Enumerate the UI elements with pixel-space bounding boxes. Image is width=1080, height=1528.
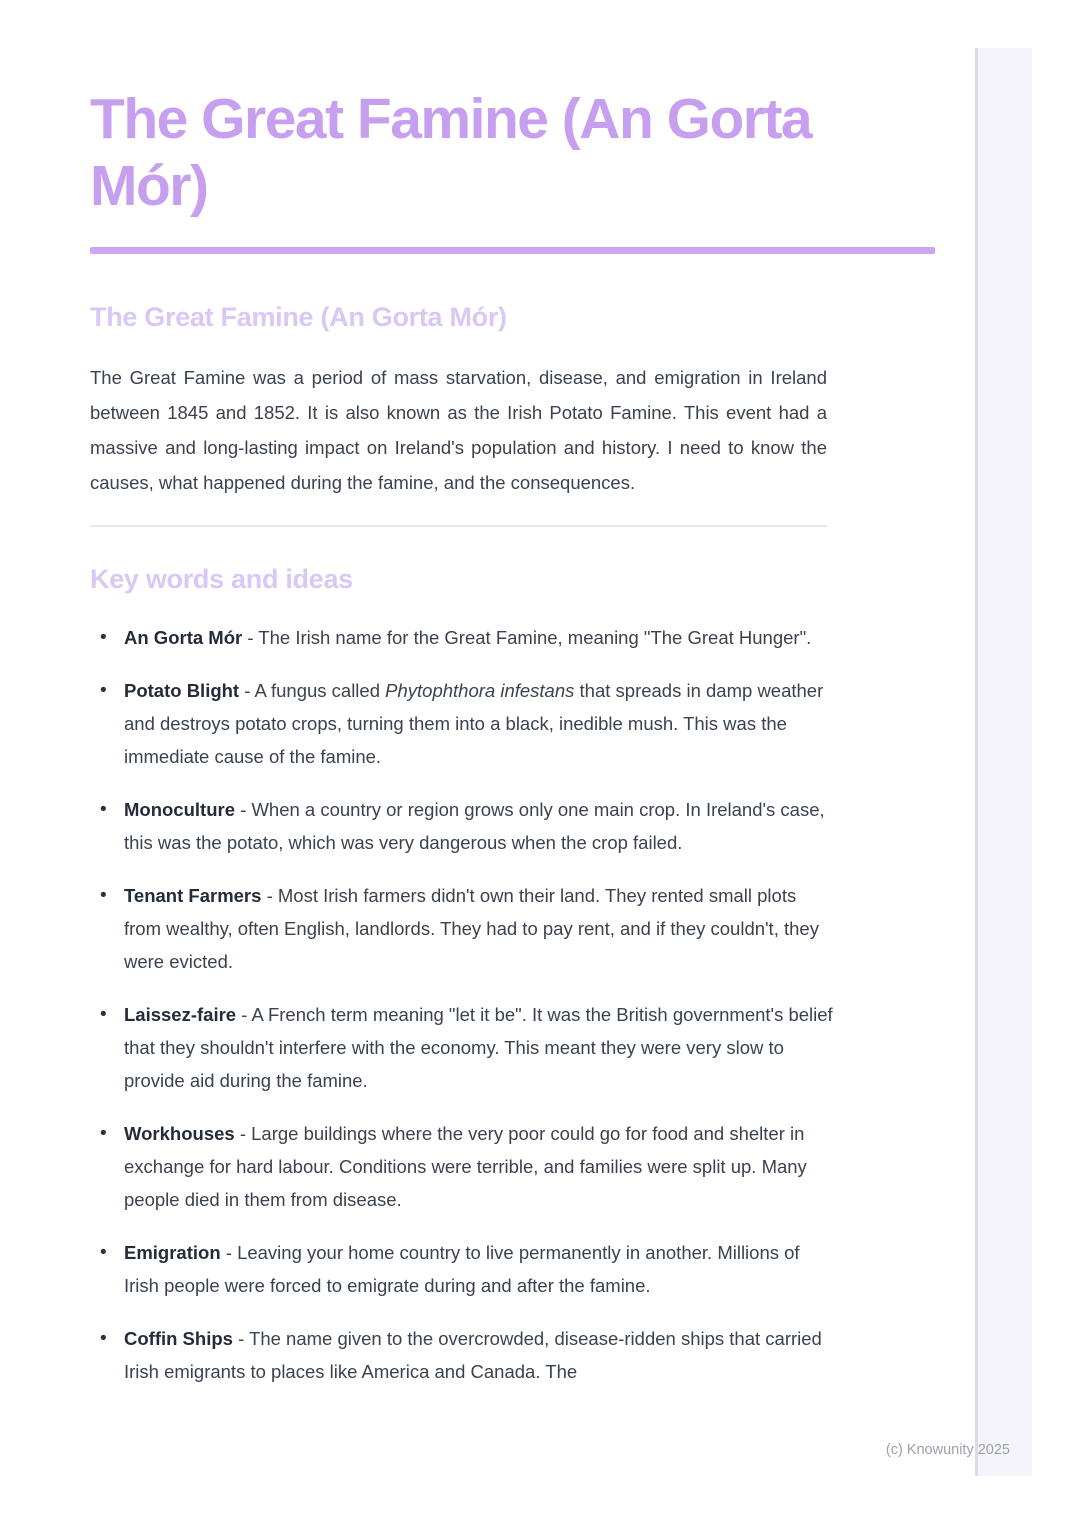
keyword-item [90, 793, 838, 859]
keyword-term: An Gorta Mór [124, 627, 243, 648]
keyword-item [90, 879, 838, 978]
keyword-definition: - Large buildings where the very poor could go for food and shelter in exchange for hard labour. Conditions were terrible, and families were split up. Many people died in them from disease. [124, 1123, 807, 1210]
keyword-definition: that spreads in damp weather and destroys potato crops, turning them into a black, inedible mush. This was the immediate cause of the famine. [124, 680, 824, 767]
keyword-term: Tenant Farmers [124, 885, 262, 906]
keyword-item [90, 1236, 838, 1302]
keyword-item [90, 1322, 838, 1388]
document-title: The Great Famine (An Gorta Mór) [90, 87, 812, 218]
keyword-definition: - A fungus called [239, 680, 386, 701]
section-divider [90, 525, 827, 527]
copyright-footer: (c) Knowunity 2025 [885, 1442, 1010, 1458]
keyword-item [90, 621, 838, 654]
title-rule [90, 247, 935, 254]
keyword-definition: - When a country or region grows only one main crop. In Ireland's case, this was the potato, which was very dangerous when the crop failed. [124, 799, 825, 853]
keyword-term: Coffin Ships [124, 1328, 233, 1349]
keyword-definition: - A French term meaning "let it be". It was the British government's belief that they shouldn't interfere with the economy. This meant they were very slow to provide aid during the famine. [124, 1004, 833, 1091]
keyword-definition-italic: Phytophthora infestans [385, 680, 575, 701]
keyword-term: Potato Blight [124, 680, 240, 701]
keywords-heading: Key words and ideas [90, 564, 353, 594]
keyword-definition: - Leaving your home country to live permanently in another. Millions of Irish people were forced to emigrate during and after the famine. [124, 1242, 800, 1296]
keyword-item [90, 1117, 838, 1216]
keyword-definition: - The Irish name for the Great Famine, meaning "The Great Hunger". [242, 627, 812, 648]
keyword-item [90, 998, 838, 1097]
keyword-definition: - Most Irish farmers didn't own their land. They rented small plots from wealthy, often English, landlords. They had to pay rent, and if they couldn't, they were evicted. [124, 885, 819, 972]
keyword-term: Workhouses [124, 1123, 235, 1144]
intro-heading: The Great Famine (An Gorta Mór) [90, 302, 507, 332]
keyword-term: Laissez-faire [124, 1004, 237, 1025]
intro-paragraph: The Great Famine was a period of mass starvation, disease, and emigration in Ireland between 1845 and 1852. It is also known as the Irish Potato Famine. This event had a massive and long-lasting impact on Ireland's population and history. I need to know the causes, what happened during the famine, and the consequences. [90, 367, 827, 493]
keyword-term: Emigration [124, 1242, 221, 1263]
keyword-term: Monoculture [124, 799, 235, 820]
keyword-list [90, 621, 838, 1388]
keyword-item [90, 674, 838, 773]
keyword-definition: - The name given to the overcrowded, disease-ridden ships that carried Irish emigrants to places like America and Canada. The [124, 1328, 822, 1382]
